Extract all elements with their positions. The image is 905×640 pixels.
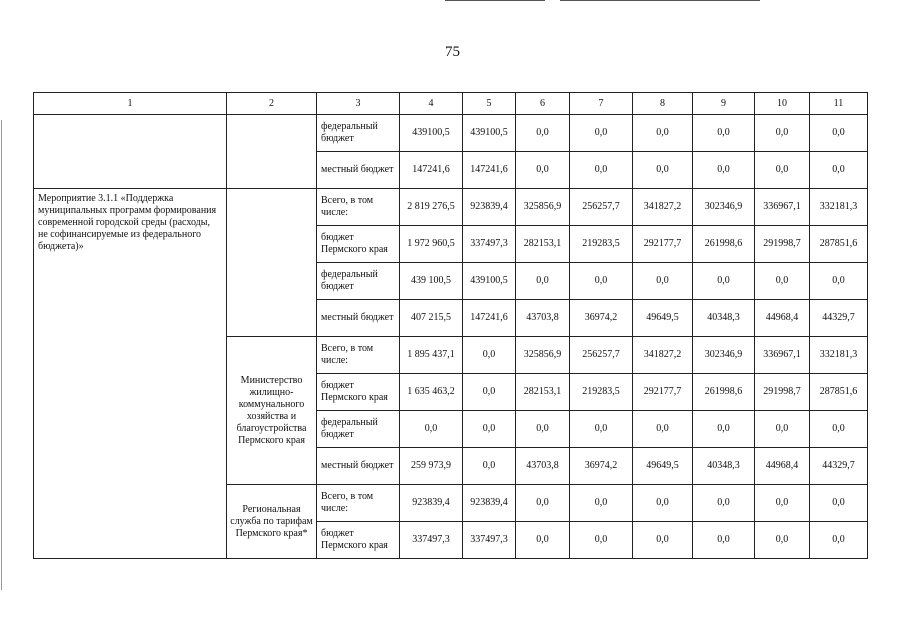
value-cell-col-11: 44329,7	[810, 300, 868, 337]
value-cell-col-9: 302346,9	[693, 337, 755, 374]
value-cell-col-8: 341827,2	[633, 337, 693, 374]
table-body	[34, 115, 868, 559]
org-cell-empty-2	[227, 189, 317, 337]
top-rule-right	[560, 0, 760, 1]
value-cell-col-6: 0,0	[516, 152, 570, 189]
funding-source-cell: бюджет Пермского края	[317, 374, 400, 411]
value-cell-col-6: 325856,9	[516, 189, 570, 226]
funding-source-cell: местный бюджет	[317, 448, 400, 485]
value-cell-col-5: 923839,4	[463, 485, 516, 522]
value-cell-col-6: 0,0	[516, 522, 570, 559]
value-cell-col-6: 0,0	[516, 485, 570, 522]
value-cell-col-8: 292177,7	[633, 374, 693, 411]
value-cell-col-4: 1 895 437,1	[400, 337, 463, 374]
table-row	[34, 189, 868, 226]
value-cell-col-9: 0,0	[693, 152, 755, 189]
value-cell-col-10: 0,0	[755, 485, 810, 522]
header-row	[34, 93, 868, 115]
value-cell-col-5: 337497,3	[463, 522, 516, 559]
value-cell-col-4: 259 973,9	[400, 448, 463, 485]
value-cell-col-5: 0,0	[463, 411, 516, 448]
value-cell-col-6: 0,0	[516, 115, 570, 152]
value-cell-col-4: 439 100,5	[400, 263, 463, 300]
value-cell-col-6: 0,0	[516, 411, 570, 448]
funding-source-cell: местный бюджет	[317, 300, 400, 337]
value-cell-col-9: 302346,9	[693, 189, 755, 226]
value-cell-col-9: 261998,6	[693, 226, 755, 263]
column-header-6: 6	[516, 93, 570, 115]
value-cell-col-10: 0,0	[755, 522, 810, 559]
value-cell-col-6: 325856,9	[516, 337, 570, 374]
value-cell-col-8: 0,0	[633, 485, 693, 522]
value-cell-col-8: 0,0	[633, 152, 693, 189]
value-cell-col-9: 0,0	[693, 263, 755, 300]
value-cell-col-5: 0,0	[463, 448, 516, 485]
column-header-8: 8	[633, 93, 693, 115]
value-cell-col-5: 0,0	[463, 374, 516, 411]
value-cell-col-4: 337497,3	[400, 522, 463, 559]
column-header-3: 3	[317, 93, 400, 115]
funding-source-cell: бюджет Пермского края	[317, 522, 400, 559]
value-cell-col-10: 291998,7	[755, 374, 810, 411]
value-cell-col-11: 332181,3	[810, 189, 868, 226]
value-cell-col-7: 36974,2	[570, 448, 633, 485]
value-cell-col-7: 219283,5	[570, 226, 633, 263]
column-header-7: 7	[570, 93, 633, 115]
column-header-11: 11	[810, 93, 868, 115]
funding-source-cell: Всего, в том числе:	[317, 337, 400, 374]
value-cell-col-10: 0,0	[755, 263, 810, 300]
value-cell-col-7: 0,0	[570, 263, 633, 300]
value-cell-col-10: 0,0	[755, 411, 810, 448]
value-cell-col-5: 439100,5	[463, 115, 516, 152]
value-cell-col-11: 0,0	[810, 263, 868, 300]
value-cell-col-11: 0,0	[810, 485, 868, 522]
budget-table	[33, 92, 868, 559]
funding-source-cell: федеральный бюджет	[317, 115, 400, 152]
value-cell-col-6: 0,0	[516, 263, 570, 300]
value-cell-col-7: 256257,7	[570, 189, 633, 226]
value-cell-col-5: 439100,5	[463, 263, 516, 300]
value-cell-col-7: 0,0	[570, 522, 633, 559]
value-cell-col-11: 0,0	[810, 411, 868, 448]
value-cell-col-10: 336967,1	[755, 189, 810, 226]
funding-source-cell: Всего, в том числе:	[317, 485, 400, 522]
column-header-10: 10	[755, 93, 810, 115]
column-header-9: 9	[693, 93, 755, 115]
value-cell-col-8: 0,0	[633, 263, 693, 300]
value-cell-col-7: 0,0	[570, 152, 633, 189]
value-cell-col-5: 147241,6	[463, 152, 516, 189]
value-cell-col-11: 332181,3	[810, 337, 868, 374]
value-cell-col-11: 287851,6	[810, 226, 868, 263]
value-cell-col-9: 0,0	[693, 485, 755, 522]
value-cell-col-11: 0,0	[810, 152, 868, 189]
value-cell-col-4: 407 215,5	[400, 300, 463, 337]
value-cell-col-10: 44968,4	[755, 300, 810, 337]
event-name-cell: Мероприятие 3.1.1 «Поддержка муниципальных программ формирования современной городской среды (расходы, не софинансируемые из федерального бюджета)»	[34, 189, 227, 559]
funding-source-cell: федеральный бюджет	[317, 411, 400, 448]
org-ministry-cell: Министерство жилищно-коммунального хозяйства и благоустройства Пермского края	[227, 337, 317, 485]
value-cell-col-10: 0,0	[755, 115, 810, 152]
value-cell-col-6: 43703,8	[516, 448, 570, 485]
value-cell-col-10: 336967,1	[755, 337, 810, 374]
org-cell-empty-1	[227, 115, 317, 189]
event-cell-empty	[34, 115, 227, 189]
value-cell-col-4: 0,0	[400, 411, 463, 448]
value-cell-col-4: 923839,4	[400, 485, 463, 522]
value-cell-col-8: 0,0	[633, 522, 693, 559]
value-cell-col-9: 40348,3	[693, 300, 755, 337]
value-cell-col-8: 49649,5	[633, 300, 693, 337]
value-cell-col-11: 0,0	[810, 522, 868, 559]
value-cell-col-4: 1 972 960,5	[400, 226, 463, 263]
column-header-2: 2	[227, 93, 317, 115]
value-cell-col-8: 0,0	[633, 411, 693, 448]
column-header-5: 5	[463, 93, 516, 115]
value-cell-col-7: 0,0	[570, 485, 633, 522]
value-cell-col-9: 0,0	[693, 522, 755, 559]
value-cell-col-9: 40348,3	[693, 448, 755, 485]
value-cell-col-7: 36974,2	[570, 300, 633, 337]
value-cell-col-10: 291998,7	[755, 226, 810, 263]
value-cell-col-6: 282153,1	[516, 226, 570, 263]
value-cell-col-10: 0,0	[755, 152, 810, 189]
value-cell-col-7: 0,0	[570, 411, 633, 448]
funding-source-cell: бюджет Пермского края	[317, 226, 400, 263]
value-cell-col-9: 0,0	[693, 411, 755, 448]
value-cell-col-5: 147241,6	[463, 300, 516, 337]
value-cell-col-5: 923839,4	[463, 189, 516, 226]
funding-source-cell: Всего, в том числе:	[317, 189, 400, 226]
value-cell-col-5: 0,0	[463, 337, 516, 374]
value-cell-col-4: 1 635 463,2	[400, 374, 463, 411]
funding-source-cell: федеральный бюджет	[317, 263, 400, 300]
value-cell-col-7: 0,0	[570, 115, 633, 152]
value-cell-col-11: 0,0	[810, 115, 868, 152]
value-cell-col-8: 292177,7	[633, 226, 693, 263]
org-tariff-cell: Региональная служба по тарифам Пермского края*	[227, 485, 317, 559]
value-cell-col-4: 439100,5	[400, 115, 463, 152]
table-row	[34, 115, 868, 152]
page-number: 75	[445, 44, 460, 60]
value-cell-col-10: 44968,4	[755, 448, 810, 485]
top-rule-left	[445, 0, 545, 1]
column-header-4: 4	[400, 93, 463, 115]
value-cell-col-6: 43703,8	[516, 300, 570, 337]
value-cell-col-8: 341827,2	[633, 189, 693, 226]
value-cell-col-11: 44329,7	[810, 448, 868, 485]
value-cell-col-8: 49649,5	[633, 448, 693, 485]
value-cell-col-11: 287851,6	[810, 374, 868, 411]
column-header-1: 1	[34, 93, 227, 115]
value-cell-col-7: 256257,7	[570, 337, 633, 374]
value-cell-col-9: 261998,6	[693, 374, 755, 411]
value-cell-col-7: 219283,5	[570, 374, 633, 411]
page-edge	[1, 120, 2, 590]
value-cell-col-4: 2 819 276,5	[400, 189, 463, 226]
value-cell-col-6: 282153,1	[516, 374, 570, 411]
value-cell-col-4: 147241,6	[400, 152, 463, 189]
value-cell-col-5: 337497,3	[463, 226, 516, 263]
value-cell-col-9: 0,0	[693, 115, 755, 152]
value-cell-col-8: 0,0	[633, 115, 693, 152]
funding-source-cell: местный бюджет	[317, 152, 400, 189]
